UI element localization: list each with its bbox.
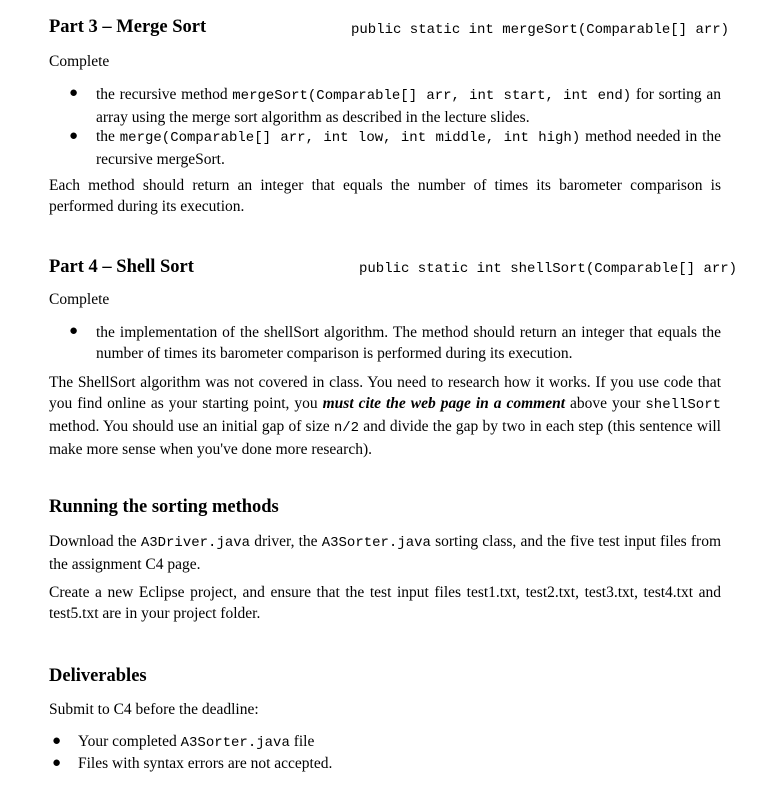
deliverables-intro: Submit to C4 before the deadline: — [49, 701, 259, 718]
part3-paragraph: Each method should return an integer that equals the number of times its barometer comparison is performed during its execution. — [49, 177, 721, 215]
bullet-icon: ● — [69, 85, 79, 101]
part3-heading: Part 3 – Merge Sort — [49, 17, 207, 37]
part4-bullet: the implementation of the shellSort algorithm. The method should return an integer that equals the number of times its barometer comparison is performed during its execution. — [96, 324, 721, 362]
running-heading: Running the sorting methods — [49, 497, 279, 517]
bullet-icon: ● — [69, 323, 79, 339]
deliverables-heading: Deliverables — [49, 666, 147, 686]
part3-intro: Complete — [49, 53, 110, 70]
bullet-icon: ● — [69, 128, 79, 144]
running-paragraph-1: Download the A3Driver.java driver, the A3Sorter.java sorting class, and the five test input files from the assignment C4 page. — [49, 533, 722, 573]
part3-bullet-2: the merge(Comparable[] arr, int low, int middle, int high) method needed in the recursive mergeSort. — [96, 128, 721, 168]
part3-bullet-1: the recursive method mergeSort(Comparable[] arr, int start, int end) for sorting an array using the merge sort algorithm as described in the lecture slides. — [96, 86, 721, 126]
part4-signature: public static int shellSort(Comparable[] arr) — [359, 261, 738, 277]
running-paragraph-2: Create a new Eclipse project, and ensure that the test input files test1.txt, test2.txt, test3.txt, test4.txt and test5.txt are in your project folder. — [49, 584, 721, 622]
part4-paragraph: The ShellSort algorithm was not covered in class. You need to research how it works. If you use code that you find online as your starting point, you must cite the web page in a comment above your shellSort method. You should use an initial gap of size n/2 and divide the gap by two in each step (this sentence will make more sense when you've done more research). — [49, 374, 722, 458]
part3-signature: public static int mergeSort(Comparable[] arr) — [351, 22, 730, 38]
bullet-icon: ● — [52, 733, 62, 749]
part4-heading: Part 4 – Shell Sort — [49, 257, 194, 277]
part4-intro: Complete — [49, 291, 110, 308]
deliverables-bullet-2: Files with syntax errors are not accepted. — [78, 755, 333, 772]
deliverables-bullet-1: Your completed A3Sorter.java file — [78, 733, 315, 751]
bullet-icon: ● — [52, 755, 62, 771]
